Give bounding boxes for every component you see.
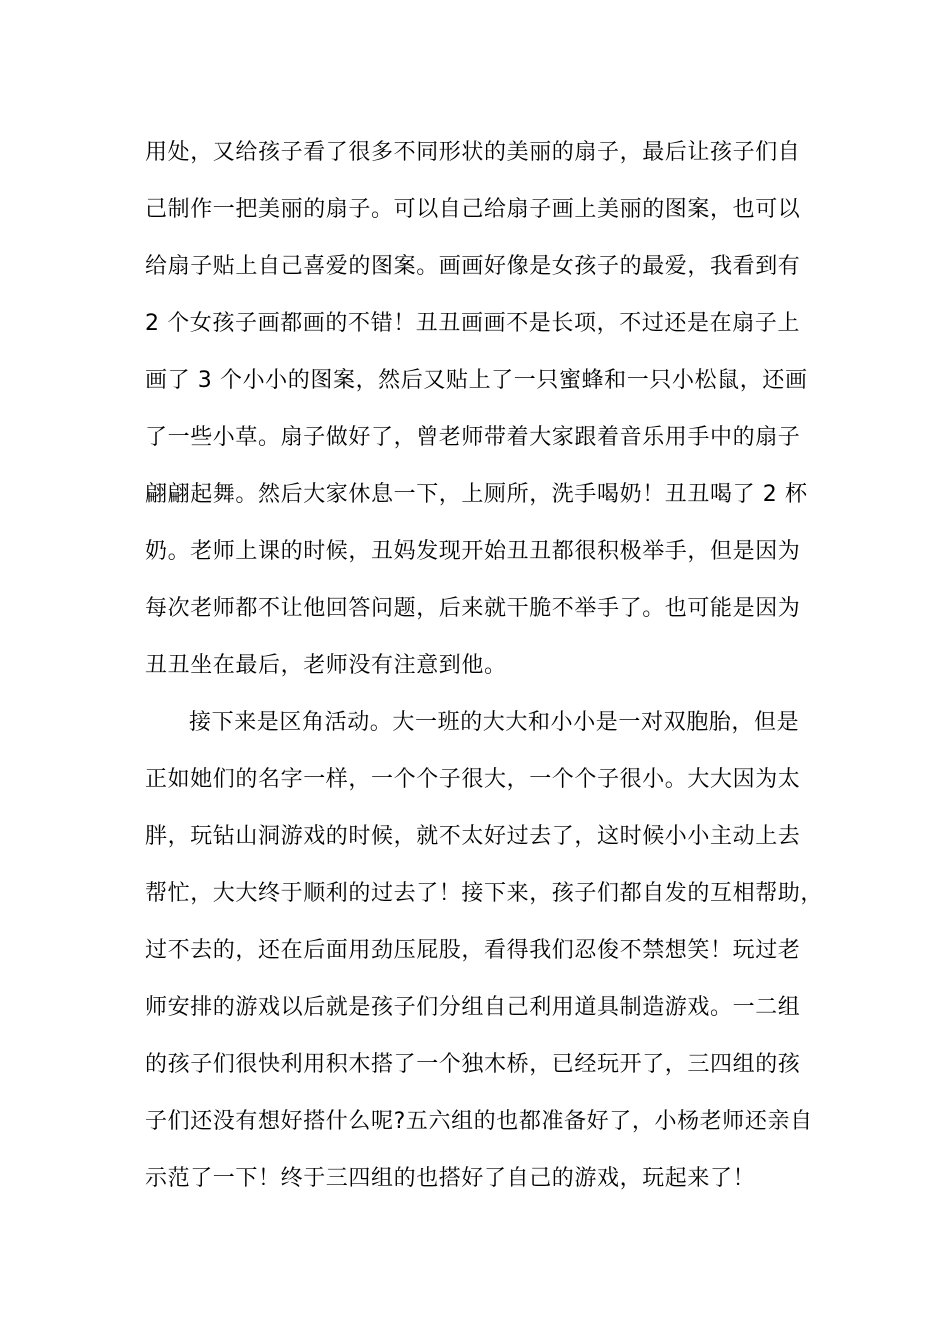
paragraph-first-line: 接下来是区角活动。大一班的大大和小小是一对双胞胎，但是 (189, 710, 800, 735)
text-line: 奶。老师上课的时候，丑妈发现开始丑丑都很积极举手，但是因为 (145, 539, 801, 564)
text-line: 翩翩起舞。然后大家休息一下，上厕所，洗手喝奶！丑丑喝了 2 杯 (145, 482, 808, 507)
text-line: 用处，又给孩子看了很多不同形状的美丽的扇子，最后让孩子们自 (145, 140, 801, 165)
text-line: 了一些小草。扇子做好了，曾老师带着大家跟着音乐用手中的扇子 (145, 425, 801, 450)
text-line: 丑丑坐在最后，老师没有注意到他。 (145, 653, 507, 678)
text-line: 己制作一把美丽的扇子。可以自己给扇子画上美丽的图案，也可以 (145, 197, 801, 222)
text-line: 每次老师都不让他回答问题，后来就干脆不举手了。也可能是因为 (145, 596, 801, 621)
text-line: 的孩子们很快利用积木搭了一个独木桥，已经玩开了，三四组的孩 (145, 1052, 801, 1077)
text-line: 帮忙，大大终于顺利的过去了！接下来，孩子们都自发的互相帮助， (145, 881, 824, 906)
text-line: 示范了一下！终于三四组的也搭好了自己的游戏，玩起来了！ (145, 1166, 756, 1191)
text-line: 正如她们的名字一样，一个个子很大，一个个子很小。大大因为太 (145, 767, 801, 792)
text-line: 师安排的游戏以后就是孩子们分组自己利用道具制造游戏。一二组 (145, 995, 801, 1020)
text-line: 给扇子贴上自己喜爱的图案。画画好像是女孩子的最爱，我看到有 (145, 254, 801, 279)
text-line: 过不去的，还在后面用劲压屁股，看得我们忍俊不禁想笑！玩过老 (145, 938, 801, 963)
text-line: 画了 3 个小小的图案，然后又贴上了一只蜜蜂和一只小松鼠，还画 (145, 368, 808, 393)
text-line: 胖，玩钻山洞游戏的时候，就不太好过去了，这时候小小主动上去 (145, 824, 801, 849)
text-line: 2 个女孩子画都画的不错！丑丑画画不是长项，不过还是在扇子上 (145, 311, 800, 336)
text-line: 子们还没有想好搭什么呢?五六组的也都准备好了，小杨老师还亲自 (145, 1109, 813, 1134)
